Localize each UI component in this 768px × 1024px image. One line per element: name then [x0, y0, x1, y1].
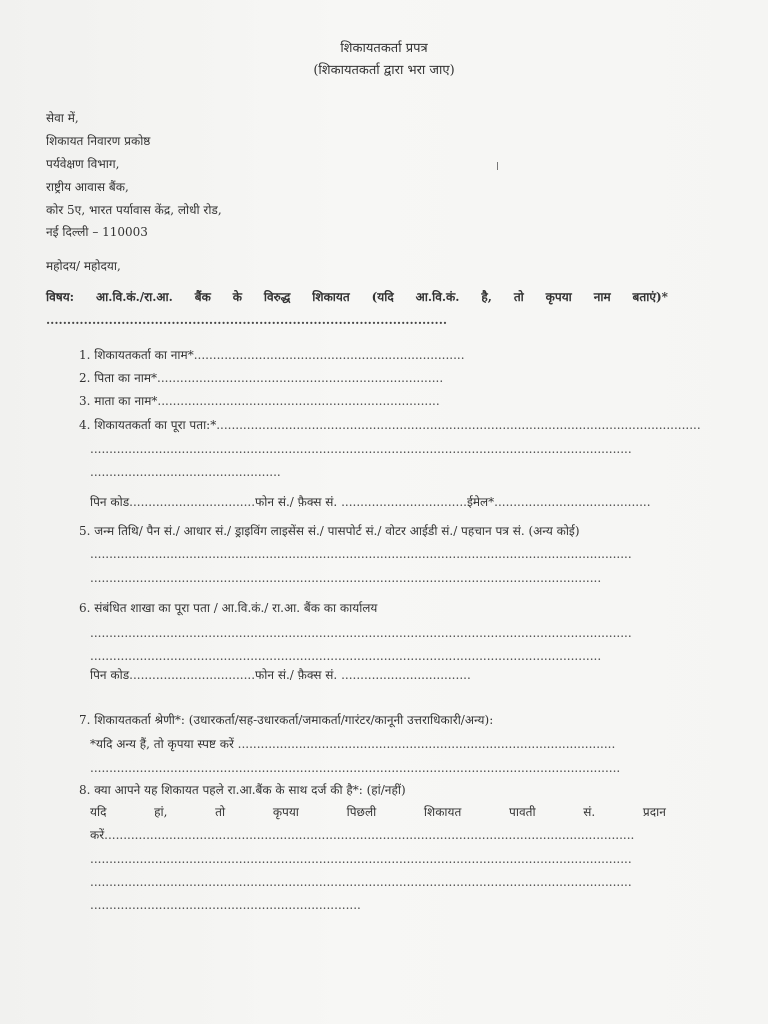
item-7-other-label: *यदि अन्य हैं, तो कृपया स्पष्ट करें [90, 737, 234, 751]
address-continuation-line[interactable]: .............................................................................................................................................. [90, 442, 632, 456]
previous-complaint-details-field[interactable]: .............................................................................................................................................. [90, 875, 632, 889]
item-8-word: पिछली [346, 805, 377, 819]
pin-code-label: पिन कोड [90, 668, 130, 682]
subject-word: बताएं)* [632, 290, 668, 304]
item-4-label: 4. शिकायतकर्ता का पूरा पता:* [79, 418, 217, 432]
branch-address-field[interactable]: .............................................................................................................................................. [90, 626, 632, 640]
previous-complaint-number-field[interactable]: ........................................................................................................................................... [104, 828, 635, 842]
item-8-label: 8. क्या आपने यह शिकायत पहले रा.आ.बैंक के साथ दर्ज की है*: (हां/नहीं) [79, 783, 406, 797]
address-line-4: राष्ट्रीय आवास बैंक, [46, 180, 129, 194]
item-6-label: 6. संबंधित शाखा का पूरा पता / आ.वि.कं./ रा.आ. बैंक का कार्यालय [79, 601, 378, 615]
address-continuation-line[interactable]: .................................................. [90, 465, 281, 479]
contact-row-1 [90, 496, 651, 508]
form-subtitle: (शिकायतकर्ता द्वारा भरा जाए) [313, 63, 455, 78]
item-2-label: 2. पिता का नाम* [79, 371, 158, 385]
email-field[interactable]: ......................................... [494, 495, 651, 509]
item-8-word: तो [215, 805, 226, 819]
phone-fax-field[interactable]: .................................. [337, 668, 471, 682]
contact-row-2 [90, 669, 471, 681]
subject-word: (यदि [371, 290, 394, 304]
item-2-row [79, 372, 443, 384]
pin-code-field[interactable]: ................................. [129, 668, 256, 682]
address-line-1: सेवा में, [46, 111, 79, 125]
subject-word: कृपया [545, 290, 572, 304]
subject-word: आ.वि.कं./रा.आ. [96, 290, 173, 304]
previous-complaint-details-field[interactable]: .............................................................................................................................................. [90, 852, 632, 866]
pin-code-field[interactable]: ................................. [129, 495, 256, 509]
subject-word: विरुद्ध [263, 290, 291, 304]
item-8-word: हां, [154, 805, 168, 819]
id-details-field[interactable]: ...................................................................................................................................... [90, 571, 602, 585]
item-3-row [79, 395, 440, 407]
item-8-word: शिकायत [423, 805, 462, 819]
item-8-continuation-row [90, 829, 666, 841]
subject-fill-line[interactable]: ................................................................................................ [46, 313, 448, 327]
scan-mark [497, 162, 498, 170]
id-details-field[interactable]: .............................................................................................................................................. [90, 547, 632, 561]
item-7-label: 7. शिकायतकर्ता श्रेणी*: (उधारकर्ता/सह-उधारकर्ता/जमाकर्ता/गारंटर/कानूनी उत्तराधिकारी/अन्य): [79, 713, 494, 727]
mother-name-field[interactable]: .......................................................................... [157, 394, 440, 408]
subject-word: विषय: [46, 290, 75, 304]
subject-word: आ.वि.कं. [415, 290, 460, 304]
subject-word: है, [481, 290, 492, 304]
item-8-word: यदि [90, 805, 107, 819]
complainant-name-field[interactable]: ....................................................................... [193, 348, 465, 362]
full-address-field[interactable]: ............................................................................................................................... [216, 418, 701, 432]
pin-code-label: पिन कोड [90, 495, 130, 509]
address-line-2: शिकायत निवारण प्रकोष्ठ [46, 134, 151, 148]
item-8-word: प्रदान [642, 805, 666, 819]
address-line-5: कोर 5ए, भारत पर्यावास केंद्र, लोधी रोड, [46, 203, 222, 217]
category-other-field[interactable]: ........................................................................................................................................... [90, 761, 621, 775]
subject-word: नाम [593, 290, 611, 304]
item-1-label: 1. शिकायतकर्ता का नाम* [79, 348, 194, 362]
item-3-label: 3. माता का नाम* [79, 394, 158, 408]
phone-fax-field[interactable]: ................................. [337, 495, 467, 509]
phone-fax-label: फोन सं./ फ़ैक्स सं. [255, 495, 338, 509]
item-8-word: कृपया [272, 805, 299, 819]
form-title: शिकायतकर्ता प्रपत्र [340, 41, 428, 56]
address-line-6: नई दिल्ली – 110003 [46, 225, 148, 239]
item-8-word: सं. [583, 805, 596, 819]
item-8-word: पावती [509, 805, 536, 819]
subject-word: तो [513, 290, 524, 304]
subject-word: बैंक [194, 290, 211, 304]
father-name-field[interactable]: ........................................................................... [157, 371, 444, 385]
item-1-row [79, 349, 465, 361]
address-line-3: पर्यवेक्षण विभाग, [46, 157, 120, 171]
subject-word: के [232, 290, 242, 304]
item-8-continuation-label: करें [90, 828, 105, 842]
branch-address-field[interactable]: ...................................................................................................................................... [90, 649, 602, 663]
subject-word: शिकायत [312, 290, 350, 304]
category-other-field[interactable]: ................................................................................................... [233, 737, 616, 751]
item-4-row [79, 418, 701, 432]
email-label: ईमेल* [466, 495, 495, 509]
salutation: महोदय/ महोदया, [46, 259, 121, 273]
item-8-prompt-line [90, 806, 666, 818]
previous-complaint-details-field[interactable]: ....................................................................... [90, 898, 361, 912]
item-5-label: 5. जन्म तिथि/ पैन सं./ आधार सं./ ड्राइविंग लाइसेंस सं./ पासपोर्ट सं./ वोटर आईडी सं./ पहचान पत्र सं. (अन्य कोई) [79, 524, 580, 538]
item-7-other-row [90, 738, 632, 750]
phone-fax-label: फोन सं./ फ़ैक्स सं. [255, 668, 338, 682]
subject-line [46, 291, 668, 303]
